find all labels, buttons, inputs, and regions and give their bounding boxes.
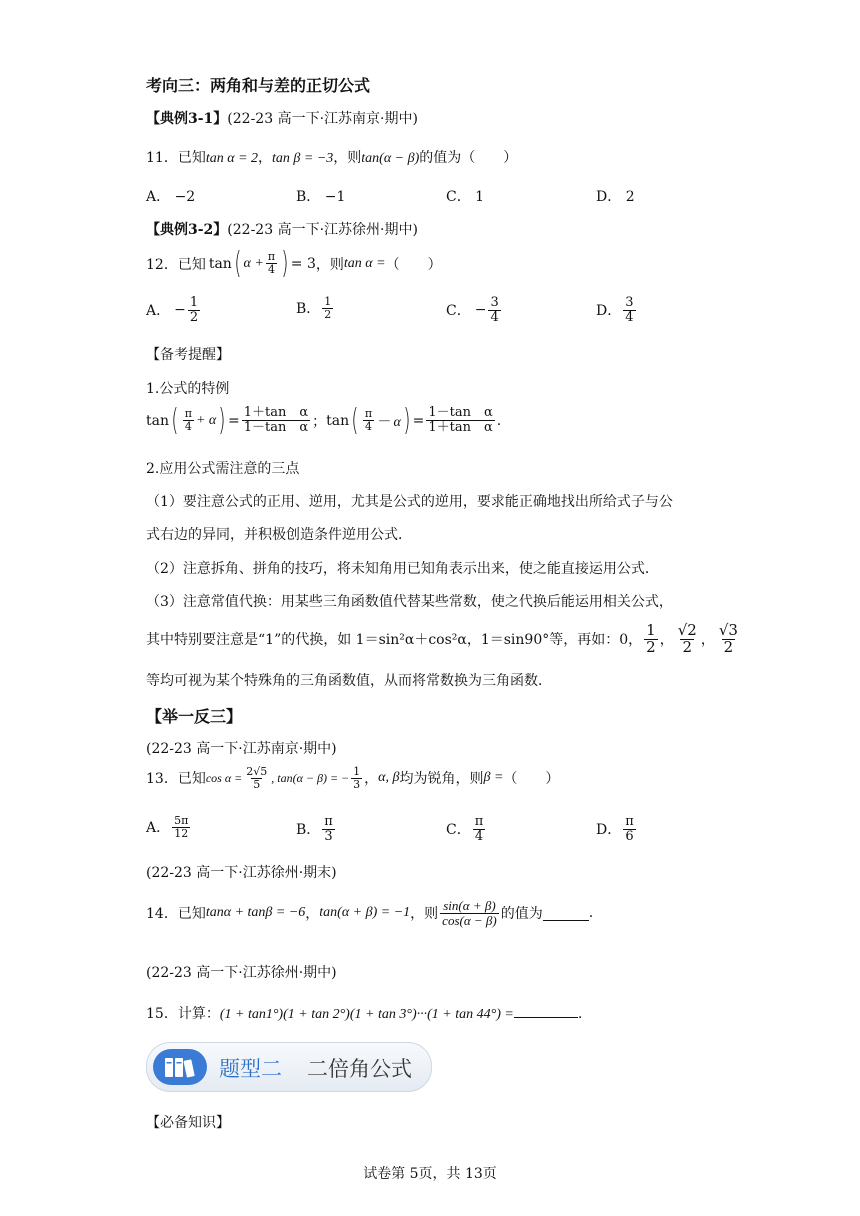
denominator: 2 xyxy=(189,309,199,325)
math-expr: (1 + tan1°)(1 + tan 2°)(1 + tan 3°)···(1 + tan 44°) = xyxy=(219,1007,514,1022)
denominator: 2 xyxy=(324,307,332,321)
fraction xyxy=(623,815,636,843)
question-source: (22-23 高一下·江苏南京·期中) xyxy=(146,741,337,757)
question-text: 计算： xyxy=(177,1006,220,1022)
option-b[interactable] xyxy=(296,296,335,320)
denominator: 1＋tan α xyxy=(428,420,493,435)
question-text: 的值为 xyxy=(500,906,543,923)
option-letter: C． xyxy=(446,303,471,320)
numerator: √2 xyxy=(677,621,697,639)
punct: ， xyxy=(364,771,379,788)
fraction xyxy=(172,815,190,839)
denominator: 4 xyxy=(490,309,499,325)
question-text: 已知 xyxy=(177,771,206,788)
question-14 xyxy=(146,899,593,927)
denominator: 4 xyxy=(474,828,484,844)
option-letter: A． xyxy=(146,189,171,205)
denominator: 3 xyxy=(353,777,361,791)
example-header xyxy=(146,219,418,239)
denominator: cos(α − β) xyxy=(442,912,497,928)
fraction xyxy=(717,623,740,656)
option-d[interactable] xyxy=(596,296,638,324)
denominator: 2 xyxy=(646,637,656,656)
option-sign: − xyxy=(174,302,186,319)
denominator: 2 xyxy=(723,637,734,656)
punct: . xyxy=(577,1006,583,1022)
example-label: 【典例3-2】 xyxy=(146,222,228,238)
fraction xyxy=(623,296,635,324)
option-c[interactable] xyxy=(446,815,487,843)
math-expr: + α xyxy=(195,412,217,428)
question-number: 15． xyxy=(146,1006,178,1022)
fraction xyxy=(351,766,362,790)
math-expr: α + xyxy=(243,255,264,271)
denominator: 6 xyxy=(625,828,634,844)
math-expr: tan β = −3 xyxy=(272,151,334,166)
paragraph-text: 其中特别要注意是“1”的代换，如 1＝sin²α＋cos²α，1＝sin90°等，再如：0， xyxy=(146,632,643,649)
option-d[interactable] xyxy=(596,186,635,206)
fraction xyxy=(266,251,277,275)
banner-subtitle: 二倍角公式 xyxy=(307,1057,412,1081)
numerator: π xyxy=(324,814,333,829)
math-expr: α, β xyxy=(378,770,400,786)
option-c[interactable] xyxy=(446,186,484,206)
option-value: −2 xyxy=(174,189,196,205)
option-letter: B． xyxy=(296,189,321,205)
option-letter: C． xyxy=(446,822,471,839)
numerator: 1 xyxy=(353,765,361,778)
reminder-paragraph xyxy=(146,623,742,656)
math-expr: β = xyxy=(483,770,504,786)
numerator: 3 xyxy=(490,295,499,310)
paren: ) xyxy=(218,403,226,438)
question-text: 已知 xyxy=(177,150,206,166)
fraction xyxy=(363,408,374,432)
punct: ； xyxy=(312,413,327,430)
punct: ， xyxy=(305,906,320,923)
option-letter: D． xyxy=(596,189,622,205)
banner-title: 题型二 xyxy=(219,1057,282,1081)
numerator: 1＋tan α xyxy=(243,405,309,421)
punct: . xyxy=(496,412,502,429)
denominator: 12 xyxy=(174,826,189,840)
math-expr: cos α = xyxy=(205,770,243,785)
example-label: 【典例3-1】 xyxy=(146,111,228,127)
option-a[interactable] xyxy=(146,815,192,839)
option-a[interactable] xyxy=(146,296,202,324)
section-banner xyxy=(146,1042,432,1092)
numerator: 5π xyxy=(174,814,189,827)
denominator: 5 xyxy=(253,777,261,791)
paren: ( xyxy=(171,403,179,438)
option-value: 2 xyxy=(625,189,635,205)
option-letter: C． xyxy=(446,189,471,205)
question-text: （ ） xyxy=(385,256,442,273)
question-text: 已知 xyxy=(177,906,206,923)
math-expr: tanα + tanβ = −6 xyxy=(205,905,306,921)
reminder-paragraph: （1）要注意公式的正用、逆用，尤其是公式的逆用，要求能正确地找出所给式子与公 xyxy=(146,494,673,510)
numerator: 1 xyxy=(189,295,199,310)
question-text: 均为锐角，则 xyxy=(399,771,484,788)
option-b[interactable] xyxy=(296,186,345,206)
question-15 xyxy=(146,1003,582,1023)
fraction xyxy=(644,623,658,656)
math-expr: tan(α − β) xyxy=(361,151,420,166)
fraction xyxy=(473,815,486,843)
question-13 xyxy=(146,766,559,790)
paren: ) xyxy=(403,403,411,438)
fraction xyxy=(244,766,269,790)
numerator: √3 xyxy=(718,621,738,639)
option-letter: B． xyxy=(296,301,321,318)
math-expr: = 3 xyxy=(290,255,316,272)
option-letter: B． xyxy=(296,822,321,839)
paren: ( xyxy=(351,403,359,438)
paren: ) xyxy=(281,246,289,281)
books-icon xyxy=(153,1049,207,1085)
math-expr: = xyxy=(227,412,240,429)
question-12 xyxy=(146,246,442,281)
option-letter: D． xyxy=(596,303,622,320)
formula-special-cases xyxy=(146,403,501,438)
math-expr: , tan(α − β) = − xyxy=(271,770,350,785)
math-expr: tan xyxy=(146,412,169,429)
numerator: 3 xyxy=(625,295,634,310)
question-number: 12． xyxy=(146,256,178,273)
page-footer: 试卷第 5页，共 13页 xyxy=(363,1166,497,1182)
math-expr: tan(α + β) = −1 xyxy=(319,905,411,921)
punct: ， xyxy=(258,150,273,166)
section-title: 考向三：两角和与差的正切公式 xyxy=(146,76,371,95)
numerator: 1－tan α xyxy=(428,405,493,421)
question-11 xyxy=(146,147,517,167)
denominator: 4 xyxy=(625,309,634,325)
question-text: ，则 xyxy=(333,150,362,166)
option-value: 1 xyxy=(475,189,485,205)
denominator: 4 xyxy=(184,420,192,433)
math-expr: tan xyxy=(208,255,232,272)
paren: ( xyxy=(234,246,242,281)
fraction xyxy=(188,296,200,324)
numerator: π xyxy=(625,814,634,829)
denominator: 2 xyxy=(682,637,693,656)
numerator: π xyxy=(184,407,192,421)
numerator: 1 xyxy=(646,621,656,639)
fraction xyxy=(440,899,499,927)
denominator: 4 xyxy=(364,420,372,433)
punct: ， xyxy=(700,632,715,649)
numerator: π xyxy=(474,814,484,829)
practice-heading: 【举一反三】 xyxy=(146,707,243,726)
answer-blank[interactable] xyxy=(514,1003,578,1018)
denominator: 4 xyxy=(267,263,275,276)
example-header xyxy=(146,108,418,128)
math-expr: tan α = xyxy=(343,255,386,271)
answer-blank[interactable] xyxy=(543,906,589,921)
option-a[interactable] xyxy=(146,186,195,206)
option-letter: D． xyxy=(596,822,622,839)
option-sign: − xyxy=(474,302,487,319)
punct: ， xyxy=(659,632,674,649)
option-letter: A． xyxy=(146,820,171,837)
numerator: 2√5 xyxy=(246,765,268,778)
denominator: 1－tan α xyxy=(243,420,309,435)
knowledge-heading: 【必备知识】 xyxy=(146,1115,230,1131)
option-b[interactable] xyxy=(296,815,337,843)
question-source: (22-23 高一下·江苏徐州·期中) xyxy=(146,965,337,981)
fraction xyxy=(183,408,194,432)
option-c[interactable] xyxy=(446,296,503,324)
question-text: （ ） xyxy=(503,771,560,788)
reminder-paragraph: 式右边的异同，并积极创造条件逆用公式． xyxy=(146,527,412,543)
math-expr: = xyxy=(412,412,425,429)
question-source: (22-23 高一下·江苏徐州·期末) xyxy=(146,865,337,881)
option-letter: A． xyxy=(146,303,171,320)
math-expr: － α xyxy=(376,414,401,430)
question-number: 14． xyxy=(146,906,178,923)
numerator: 1 xyxy=(324,295,332,308)
fraction xyxy=(488,296,500,324)
option-d[interactable] xyxy=(596,815,638,843)
math-expr: tan xyxy=(326,412,350,429)
example-source: (22-23 高一下·江苏南京·期中) xyxy=(227,111,418,127)
question-number: 11． xyxy=(146,150,178,166)
reminder-item: 1.公式的特例 xyxy=(146,381,230,397)
fraction xyxy=(322,815,335,843)
question-text: ，则 xyxy=(410,906,439,923)
fraction xyxy=(322,296,333,320)
numerator: π xyxy=(267,250,276,264)
denominator: 3 xyxy=(324,828,333,844)
numerator: sin(α + β) xyxy=(443,898,496,913)
question-number: 13． xyxy=(146,771,178,788)
question-text: ，则 xyxy=(315,256,344,273)
fraction xyxy=(676,623,699,656)
question-text: 已知 xyxy=(177,256,206,273)
example-source: (22-23 高一下·江苏徐州·期中) xyxy=(227,222,418,238)
math-expr: tan α = 2 xyxy=(205,151,259,166)
fraction xyxy=(242,406,310,434)
punct: . xyxy=(588,905,594,922)
reminder-paragraph: 等均可视为某个特殊角的三角函数值，从而将常数换为三角函数． xyxy=(146,673,552,689)
reminder-paragraph: （2）注意拆角、拼角的技巧，将未知角用已知角表示出来，使之能直接运用公式． xyxy=(146,561,659,577)
fraction xyxy=(426,406,494,434)
reminder-heading: 【备考提醒】 xyxy=(146,347,230,363)
numerator: π xyxy=(364,407,373,421)
reminder-item: 2.应用公式需注意的三点 xyxy=(146,461,300,477)
reminder-paragraph: （3）注意常值代换：用某些三角函数值代替某些常数，使之代换后能运用相关公式， xyxy=(146,594,673,610)
question-text: 的值为（ ） xyxy=(419,150,518,166)
option-value: −1 xyxy=(324,189,346,205)
